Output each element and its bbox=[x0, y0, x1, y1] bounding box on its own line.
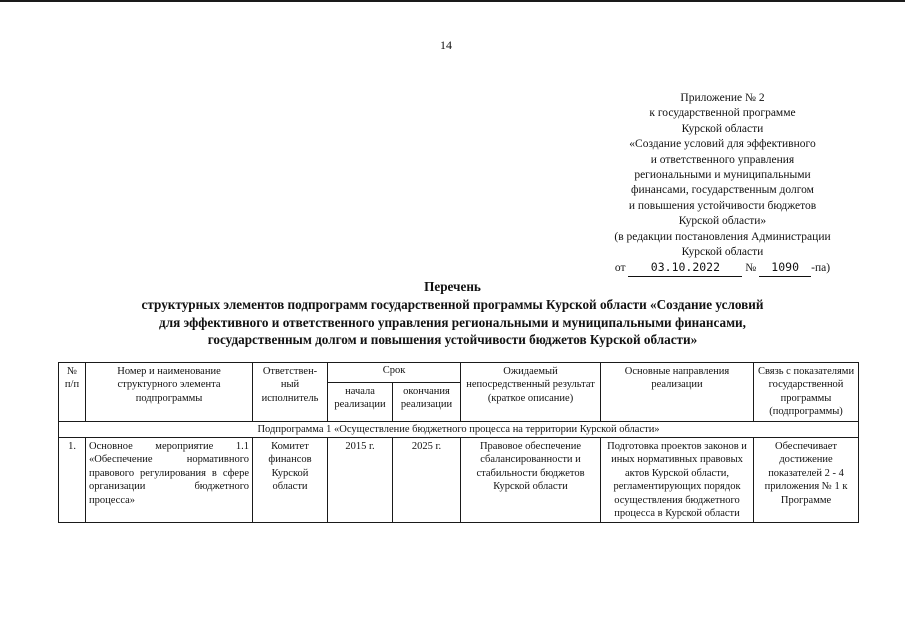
header-num: № п/п bbox=[59, 363, 86, 422]
cell-result: Правовое обеспечение сбалансированности и стабильности бюджетов Курской области bbox=[461, 438, 601, 523]
header-executor: Ответствен-ный исполнитель bbox=[253, 363, 328, 422]
header-term: Срок bbox=[328, 363, 461, 383]
cell-start: 2015 г. bbox=[328, 438, 393, 523]
cell-executor: Комитет финансов Курской области bbox=[253, 438, 328, 523]
appendix-line: Курской области bbox=[681, 122, 764, 135]
title-line: государственным долгом и повышения устойчивости бюджетов Курской области» bbox=[207, 332, 698, 348]
from-label: от bbox=[614, 262, 626, 275]
appendix-line: финансами, государственным долгом bbox=[631, 184, 814, 197]
table-row bbox=[59, 438, 859, 523]
section-title: Подпрограмма 1 «Осуществление бюджетного процесса на территории Курской области» bbox=[59, 421, 859, 437]
header-directions: Основные направления реализации bbox=[601, 363, 754, 422]
page-top-border bbox=[0, 0, 905, 2]
document-title bbox=[50, 278, 855, 349]
table-header-row bbox=[59, 363, 859, 383]
header-result: Ожидаемый непосредственный результат (краткое описание) bbox=[461, 363, 601, 422]
decree-date: 03.10.2022 bbox=[628, 260, 742, 276]
cell-name: Основное мероприятие 1.1 «Обеспечение нормативного правового регулирования в сфере организации бюджетного процесса» bbox=[86, 438, 253, 523]
title-line: структурных элементов подпрограмм государственной программы Курской области «Создание условий bbox=[141, 296, 764, 312]
appendix-line: Курской области» bbox=[678, 215, 767, 228]
appendix-line: к государственной программе bbox=[649, 107, 796, 120]
title-line: для эффективного и ответственного управления региональными и муниципальными финансами, bbox=[159, 314, 746, 330]
page-number: 14 bbox=[440, 38, 452, 52]
appendix-block bbox=[590, 91, 855, 277]
structural-elements-table bbox=[58, 362, 859, 523]
decree-suffix: -па) bbox=[811, 262, 831, 275]
appendix-line: (в редакции постановления Администрации bbox=[614, 230, 831, 243]
cell-directions: Подготовка проектов законов и иных нормативных правовых актов Курской области, регламентирующих порядок осуществления бюджетного процесса в Курской области bbox=[601, 438, 754, 523]
cell-end: 2025 г. bbox=[393, 438, 461, 523]
appendix-line: и повышения устойчивости бюджетов bbox=[628, 199, 817, 212]
cell-num: 1. bbox=[59, 438, 86, 523]
header-name: Номер и наименование структурного элемента подпрограммы bbox=[86, 363, 253, 422]
cell-link: Обеспечивает достижение показателей 2 - 4 приложения № 1 к Программе bbox=[754, 438, 859, 523]
appendix-line: региональными и муниципальными bbox=[634, 169, 811, 182]
appendix-line: и ответственного управления bbox=[650, 153, 795, 166]
section-row bbox=[59, 421, 859, 437]
appendix-line: «Создание условий для эффективного bbox=[629, 138, 816, 151]
appendix-line: Приложение № 2 bbox=[680, 92, 765, 104]
header-link: Связь с показателями государственной программы (подпрограммы) bbox=[754, 363, 859, 422]
number-label: № bbox=[745, 262, 757, 275]
title-heading: Перечень bbox=[424, 279, 481, 294]
appendix-decree-line bbox=[590, 260, 855, 276]
decree-number: 1090 bbox=[759, 260, 811, 276]
header-start: начала реализации bbox=[328, 382, 393, 421]
appendix-line: Курской области bbox=[681, 246, 764, 259]
header-end: окончания реализации bbox=[393, 382, 461, 421]
